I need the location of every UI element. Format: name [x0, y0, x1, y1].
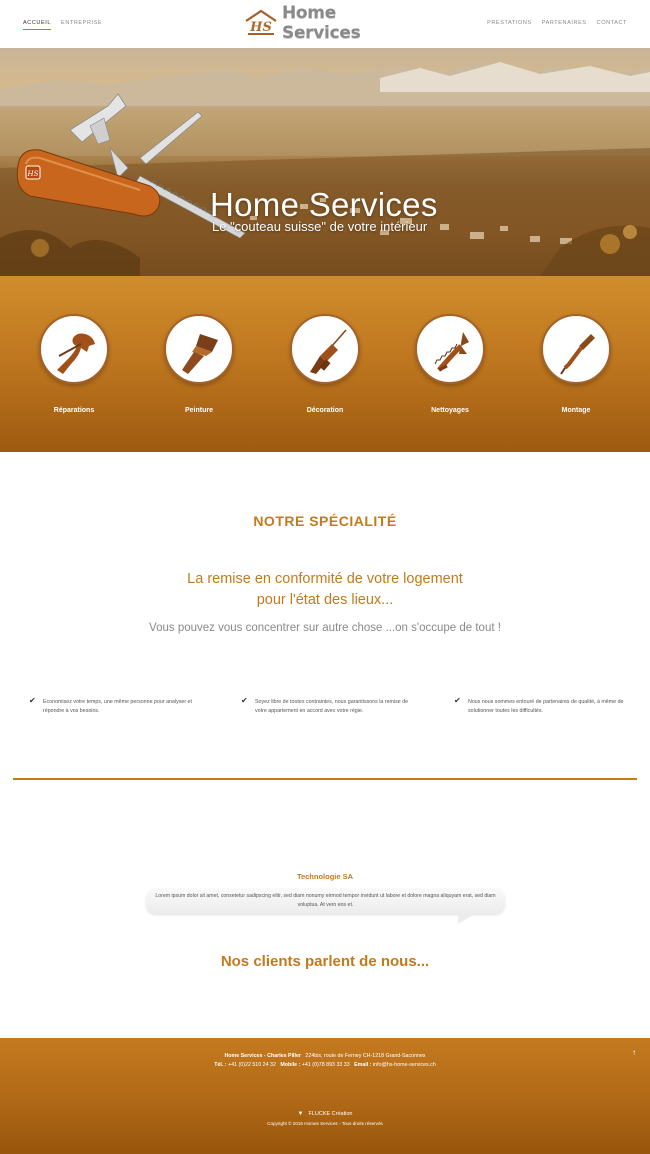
knife-badge-text: HS — [27, 170, 39, 178]
drill-icon — [292, 316, 360, 384]
hero-subtitle: Le "couteau suisse" de votre intérieur — [212, 219, 428, 234]
paintbrush-icon — [166, 316, 234, 384]
hero-banner — [0, 48, 650, 276]
feature-text: Soyez libre de toutes contraintes, nous garantissons la remise de votre appartement en accord avec votre régie. — [255, 699, 409, 714]
service-label: Réparations — [53, 407, 95, 414]
feature-item — [241, 696, 415, 715]
footer-address: 224bis, route de Ferney CH-1218 Grand-Saconnex — [305, 1053, 426, 1059]
service-decoration[interactable] — [275, 314, 375, 414]
testimonial-text: Lorem ipsum dolor sit amet, consetetur sadipscing elitr, sed diam nonumy eirmod tempor invidunt ut labore et dolore magna aliquyam erat, sed diam voluptua. At vero eos et. — [155, 893, 496, 908]
feature-text: Nous nous sommes entouré de partenaires de qualité, à même de solutionner toutes les difficultés. — [468, 699, 624, 714]
footer-company: Home Services - Charles Piller — [224, 1053, 301, 1059]
nav-left — [23, 20, 102, 30]
screwdriver-icon — [543, 316, 611, 384]
service-circle — [541, 314, 611, 384]
service-nettoyages[interactable] — [400, 314, 500, 414]
testimonial-bubble — [146, 888, 505, 914]
hero-title: Home Services — [210, 186, 438, 223]
specialty-title: NOTRE SPÉCIALITÉ — [253, 513, 397, 529]
footer-email-label: Email : — [354, 1062, 372, 1068]
service-montage[interactable] — [526, 314, 626, 414]
check-icon: ✔ — [29, 696, 36, 705]
specialty-headline — [0, 569, 650, 611]
nav-link-prestations[interactable]: PRESTATIONS — [487, 20, 532, 26]
testimonial-name: Technologie SA — [296, 872, 354, 881]
nav-link-entreprise[interactable]: ENTREPRISE — [61, 20, 103, 26]
footer-contact-line — [0, 1062, 650, 1068]
service-label: Montage — [561, 407, 591, 414]
footer-mobile-label: Mobile : — [280, 1062, 301, 1068]
nav-right — [487, 20, 627, 26]
nav-link-partenaires[interactable]: PARTENAIRES — [541, 20, 587, 26]
specialty-subline: Vous pouvez vous concentrer sur autre chose ...on s'occupe de tout ! — [149, 622, 501, 634]
service-label: Nettoyages — [431, 407, 469, 414]
service-circle — [290, 314, 360, 384]
credit-logo-icon: ▼ — [297, 1111, 304, 1117]
clients-title: Nos clients parlent de nous... — [220, 953, 430, 970]
section-divider — [13, 778, 637, 780]
service-label: Peinture — [184, 407, 213, 414]
top-nav — [0, 0, 650, 48]
service-peinture[interactable] — [149, 314, 249, 414]
footer-mobile[interactable]: +41 (0)78 893 33 33 — [301, 1062, 350, 1068]
feature-item — [29, 696, 213, 715]
logo-text: Home Services — [282, 3, 361, 43]
hero-landscape-image — [0, 48, 650, 276]
footer-email-link[interactable]: info@hs-home-services.ch — [372, 1062, 436, 1068]
feature-item — [454, 696, 630, 715]
check-icon: ✔ — [454, 696, 461, 705]
footer-credit — [0, 1111, 650, 1117]
saw-icon — [417, 316, 485, 384]
nav-link-accueil[interactable]: ACCUEIL — [23, 20, 51, 30]
logo-house-icon — [244, 9, 278, 37]
specialty-headline-line2: pour l'état des lieux... — [256, 592, 394, 608]
services-band — [0, 276, 650, 452]
footer-phone[interactable]: +41 (0)22 510 24 32 — [228, 1062, 276, 1068]
footer-phone-label: Tél. : — [214, 1062, 227, 1068]
feature-text: Economisez votre temps, une même personne pour analyser et répondre à vos besoins. — [43, 699, 192, 714]
footer-copyright: Copyright © 2016 Homes Services - Tous droits réservés — [267, 1121, 383, 1126]
check-icon: ✔ — [241, 696, 248, 705]
service-label: Décoration — [306, 407, 344, 414]
service-circle — [415, 314, 485, 384]
footer — [0, 1038, 650, 1154]
wrench-icon — [41, 316, 109, 384]
logo-mark-text: HS — [250, 20, 272, 35]
service-circle — [39, 314, 109, 384]
specialty-headline-line1: La remise en conformité de votre logement — [187, 571, 463, 587]
footer-address-line — [0, 1053, 650, 1059]
site-logo[interactable] — [244, 3, 408, 43]
scroll-to-top-arrow-icon[interactable]: ↑ — [632, 1048, 636, 1057]
nav-link-contact[interactable]: CONTACT — [596, 20, 627, 26]
service-reparations[interactable] — [24, 314, 124, 414]
testimonial-bubble-tail — [458, 913, 476, 924]
footer-credit-text[interactable]: FLUCKE Création — [308, 1111, 353, 1117]
service-circle — [164, 314, 234, 384]
